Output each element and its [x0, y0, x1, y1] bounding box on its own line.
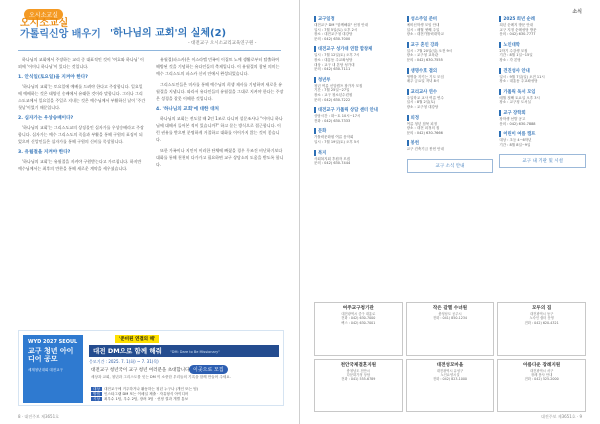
ad-detail-row [91, 397, 281, 402]
notice-line: 일시 : 매월 셋째 주일 [406, 27, 440, 32]
notice-block [499, 110, 586, 126]
notice-title: 문화 [314, 128, 401, 134]
notice-line: 문의 : 042) 630-7888 [499, 121, 536, 126]
notice-title: 2025 희년 순례 [499, 16, 586, 22]
notice-title: 교구 장학회 [499, 110, 586, 116]
institution-line: 대전광역시 동구 [529, 312, 554, 316]
article-paragraph: '하나님의 교회'는 그리스도교의 상징물인 십자가를 우상숭배라고 주장합니다. 십자가는 예수 그리스도의 죽음과 부활을 통해 구원의 표징이 되었으며 신앙인들은 십자가를 통해 구원의 신비를 묵상합니다. [18, 125, 144, 144]
notice-line: 장소 : 대흥동 주교좌성당 [314, 57, 353, 62]
page-number-left: 8 · 대전주보 제3651호 [18, 414, 59, 419]
notice-block [314, 77, 401, 102]
notice-title: 대전교구 가톨릭 상담 센터 안내 [314, 107, 401, 113]
institution-line: 대전광역시 유성구 [436, 368, 464, 373]
notice-line: 장소 : 대전 피정의 집 [406, 126, 440, 131]
institutions-grid [314, 302, 586, 412]
notice-block [314, 46, 401, 71]
notice-title: 노인대학 [499, 42, 586, 48]
notice-line: 기간 : 8월 8일~9일 [499, 142, 531, 147]
article-paragraph: '하나님의 교회'는 토요일에 예배를 드려야 한다고 주장합니다. 일요일에 예배하는 것은 태양신 숭배에서 유래한 것이라 말합니다. 그러나 그리스도교에서 일요일을 주일로 지내는 것은 예수님께서 부활하신 날이 '주간 첫날'이었기 때문입니다. [18, 84, 146, 110]
institution-name: 대전성모마을 [436, 362, 464, 368]
institution-line: 전화 : 042) 620-4321 [524, 320, 559, 325]
notice-line: 가톨릭문화원 여름 음악회 [314, 135, 354, 140]
notice-block [407, 89, 494, 110]
institution-card [314, 302, 403, 356]
article-heading: 3. 유월절을 지켜야 한다? [18, 150, 71, 155]
ad-title-text: 대전 DM으로 함께 해줘 [93, 347, 162, 355]
notice-title: 생명수호 결의 [407, 68, 494, 74]
notice-line: 여름 청년 침묵 피정 [406, 121, 438, 126]
article-heading: 4. '하나님의 교회'에 대한 대처 [156, 107, 219, 112]
article-paragraph: 또한 가족이나 지인이 이러한 단체에 빠졌을 경우 무조건 비난하기보다 대화를 통해 천천히 다가가고 필요하면 교구 상담소의 도움을 받도록 합니다. [156, 148, 284, 167]
notice-line: 일시 : 7월 20일(일) 오전 9시 [406, 48, 453, 53]
notice-line: 청년 여름 신앙캠프 참가자 모집 [314, 83, 363, 88]
notices-column-2 [407, 16, 494, 298]
article-paragraph: 하나님의 교회에서 주장하는 교리 중 대표적인 것이 '여호와 하나님' 이외에 '어머니 하나님'이 있다는 것입니다. [18, 57, 144, 69]
article-column-1 [18, 56, 146, 326]
institution-line: 노숙인 쉼터 운영 [529, 316, 554, 321]
notice-title: 복지 [314, 150, 401, 156]
notice-block [499, 68, 586, 84]
institution-line: 대전광역시 서구 [529, 368, 554, 373]
notice-block [407, 115, 494, 136]
ad-detail-key: 방법 [93, 392, 100, 396]
institution-line: 충청남도 천안시 [346, 368, 370, 373]
notice-block [407, 68, 494, 84]
notice-line: 장소 : 교구 청소년수련원 [314, 92, 353, 97]
brand-logo [20, 18, 101, 40]
notices-column-3 [499, 16, 586, 298]
notice-line: 문의 : 042) 630-7777 [499, 32, 536, 37]
notices-column-1 [314, 16, 401, 298]
notice-block [314, 128, 401, 144]
notice-line: 전화 : 042) 630-7333 [314, 118, 351, 123]
notice-line: 대전교구 DM "함께해줘" 선정 안내 [314, 23, 368, 27]
notice-line: 일시 : 7월 19일(토) 오후 5시 [314, 139, 360, 144]
notice-line: 교구 지정 순례성당 방문 [499, 27, 537, 32]
section-pill: 오시소교실 [24, 9, 63, 20]
article-paragraph: '하나님의 교회'는 유월절을 지켜야 구원받는다고 가르칩니다. 하지만 예수님께서는 최후의 만찬을 통해 새로운 계약을 세우셨습니다. [18, 159, 142, 171]
notice-line: 일시 : 9월 7일(일) 오전 11시 [499, 74, 545, 79]
notice-line: 일시 : 7월 5일(토) 오후 2시 [314, 27, 358, 32]
notice-block [499, 131, 586, 147]
notice-line: 문의 : 042) 630-7000 [314, 36, 351, 41]
ad-left-top: WYD 2027 SEOUL [28, 339, 78, 345]
notice-line: 희년 순례지 방문 안내 [499, 23, 534, 27]
notice-line: 장학생 선발 공고 [499, 116, 526, 121]
ad-detail-value: 인스타그램 DM 또는 이메일 제출 · 자유형식 아이디어 [103, 392, 189, 396]
notice-block [314, 150, 401, 166]
notice-line: 장소 : 대전교구청 대강당 [314, 32, 353, 37]
notice-title: 봉헌 [407, 140, 494, 146]
notice-block [499, 89, 586, 105]
article-body [18, 56, 284, 326]
notice-line: 문의 : 042) 630-7222 [314, 97, 351, 102]
notice-block [407, 42, 494, 63]
article-paragraph: 하나님의 교회는 전도할 때 2인 1조로 다니며 설문조사나 "어머니 하나님에 대해서 들어본 적이 있습니까?" 하고 묻는 방식으로 접근합니다. 이런 권유를 받으면 분명하게 거절하고 대화를 이어가지 않는 것이 좋습니다. [156, 116, 283, 142]
notice-line: 사회복지회 후원자 모집 [314, 156, 351, 161]
notice-line: 교구 건축기금 봉헌 안내 [406, 147, 444, 152]
notice-line: 장소 : 교구청 대강당 [406, 104, 439, 109]
ad-detail-key: 시상 [93, 397, 100, 401]
institution-line: 대전광역시 중구 대흥로 [341, 312, 376, 316]
notice-line: 주일학교 교사 여름 연수 [406, 95, 444, 100]
institution-line: 전화 : 042) 823-1000 [432, 377, 468, 382]
institution-name: 작은 갈멜 수녀원 [432, 306, 468, 311]
page-number-right: 대전주보 제3651호 · 9 [541, 414, 582, 419]
brand-line1: 오시소교실 [20, 18, 69, 29]
institution-line: 전화 : 042) 525-2000 [524, 377, 559, 382]
ad-detail-value: 최우수 1팀, 우수 2팀, 장려 3팀 · 선정 결과 개별 통보 [103, 397, 189, 401]
notice-title: 교구 혼인 강좌 [407, 42, 494, 48]
ad-left-panel [23, 335, 83, 403]
article-column-2 [156, 56, 284, 326]
notice-line: 장소 : 대흥동 주교좌성당 [499, 79, 538, 84]
notice-line: 기간 : 8월 1일~15일 [499, 53, 533, 58]
notice-block [314, 16, 401, 41]
institution-line: 전화 : 042) 630-7000 [341, 316, 376, 321]
notice-title: 견진성사 안내 [499, 68, 586, 74]
institution-name: 아름다운 장례지원 [523, 362, 561, 368]
institution-card [406, 359, 495, 413]
institution-card [406, 302, 495, 356]
notice-line: 매주 금요일 저녁 8시 [406, 79, 440, 84]
notice-line: 장소 : 대전가톨릭대학교 [406, 32, 444, 37]
ad-banner[interactable] [18, 330, 284, 406]
ad-description: 세상과 교회, 청년과 그리스도를 잇는 DM 이 소중한 우리들의 기록을 함께 만들어 주세요. [91, 375, 231, 379]
notice-title: 어린이 여름 캠프 [499, 131, 586, 137]
brand-line2: 가톨릭신앙 배우기 [20, 29, 101, 40]
notice-block [499, 42, 586, 63]
ad-title-sub: "DM: Dare to Be Missionary" [170, 350, 220, 354]
institution-line: 노인요양시설 [440, 372, 460, 377]
notice-line: 장소 : 교구청 도서실 [499, 100, 531, 105]
institution-line: 전화 : 041) 555-6789 [341, 377, 376, 382]
institution-card [497, 302, 586, 356]
section-label: 소식 [572, 9, 582, 15]
page-title: '하나님의 교회'의 실체(2) [110, 28, 227, 39]
notice-line: 문의 : 042) 630-7111 [314, 67, 351, 72]
notice-box-button-2[interactable]: 교구 내 기관 및 시설 [499, 154, 586, 168]
notice-line: 상담시간 : 화~토 10시~17시 [314, 114, 361, 119]
ad-tag: '준비된 연결의 해' [115, 335, 159, 343]
notice-line: 문의 : 042) 630-7444 [314, 161, 351, 166]
notice-title: 교리교사 연수 [407, 89, 494, 95]
notice-line: 매월 첫째 토요일 오후 3시 [499, 95, 540, 100]
ad-period: 응모기간 : 2025. 7. 1(화) ~ 7. 31(목) [89, 359, 159, 364]
notice-title: 피정 [407, 115, 494, 121]
notice-block [314, 107, 401, 123]
notice-title: 교구일정 [314, 16, 401, 22]
institution-name: 천안국제결혼지원 [340, 362, 377, 368]
institution-card [497, 359, 586, 413]
notice-block [407, 140, 494, 152]
notice-title: 성소주일 준비 [407, 16, 494, 22]
ad-left-small: 세계청년대회 대전교구 [28, 368, 63, 372]
notice-line: 장소 : 각 본당 [499, 57, 521, 62]
institution-name: 모두의 집 [531, 306, 552, 311]
ad-detail-value: 대전교구에 거주하거나 활동하는 청년 누구나 (개인 또는 팀) [103, 387, 199, 391]
institution-line: 팩스 : 042) 630-7001 [341, 320, 376, 325]
institution-line: 충청남도 공주시 [438, 312, 462, 316]
notice-line: 문의 : 042) 630-7666 [406, 130, 443, 135]
institution-line: 다문화가정 상담 [346, 372, 370, 377]
page-author: - 대전교구 오시소교리교육연구원 - [188, 41, 257, 46]
header-divider [18, 50, 281, 51]
notice-title: 청년부 [314, 77, 401, 83]
notice-block [499, 16, 586, 37]
ad-details [91, 387, 281, 402]
institution-line: 장례 봉사 안내 [531, 372, 553, 377]
institution-card [314, 359, 403, 413]
ad-apply-button[interactable]: 이곳으로 모집 [189, 365, 228, 374]
notice-line: 문의 : 042) 630-7555 [406, 57, 443, 62]
notice-line: 생명을 지키는 기도 모임 [406, 74, 444, 79]
notice-line: 일시 : 7월 12일(토) 오후 7시 [314, 53, 360, 58]
notice-line: 대상 : 초등 4~6학년 [499, 138, 532, 143]
right-page [300, 0, 600, 424]
article-heading: 2. 십자가는 우상숭배이다? [18, 116, 74, 121]
notice-line: 기간 : 7월 25일~27일 [314, 88, 350, 93]
notice-line: 대상 : 교구 내 본당 성가대 [314, 62, 355, 67]
notice-line: 예비신학생 모임 안내 [406, 23, 440, 27]
notice-box-button-1[interactable]: 교구 소식 안내 [407, 159, 494, 173]
notice-line: 일시 : 8월 2일(토) [406, 100, 436, 105]
ad-org: 대전교구 청년국이 교구 청년 여러분을 초대합니다 [91, 368, 190, 373]
notice-title: 대전교구 성가대 연합 합창제 [314, 46, 401, 52]
article-heading: 1. 안식일(토요일)을 지켜야 한다? [18, 75, 88, 80]
article-paragraph: 그리스도인들은 미사를 통해 예수님의 희생 제사를 기념하며 새로운 유월절을 지냅니다. 따라서 유다인들의 유월절을 그대로 지켜야 한다는 주장은 성경을 잘못 이해한 것입니다. [156, 82, 284, 101]
ad-left-big: 교구 청년 아이디어 공모 [28, 347, 74, 363]
notice-block [407, 16, 494, 37]
notices-grid [314, 16, 586, 298]
ad-detail-key: 대상 [93, 387, 100, 391]
notice-line: 장소 : 교구청 교육관 [406, 53, 439, 58]
institution-name: 여주교구청기관 [342, 306, 374, 311]
notice-title: 가톨릭 독서 모임 [499, 89, 586, 95]
institution-line: 전화 : 041) 850-1234 [432, 316, 468, 321]
notice-line: 2학기 수강생 모집 [499, 48, 528, 53]
article-paragraph: 유월절(파스카)은 이스라엘 민족이 이집트 노예 생활로부터 탈출하여 해방된 것을 기념하는 유다인들의 축제입니다. 이 유월절의 참된 의미는 예수 그리스도의 파스카 신비 안에서 완성되었습니다. [156, 57, 280, 76]
ad-title [89, 345, 279, 357]
